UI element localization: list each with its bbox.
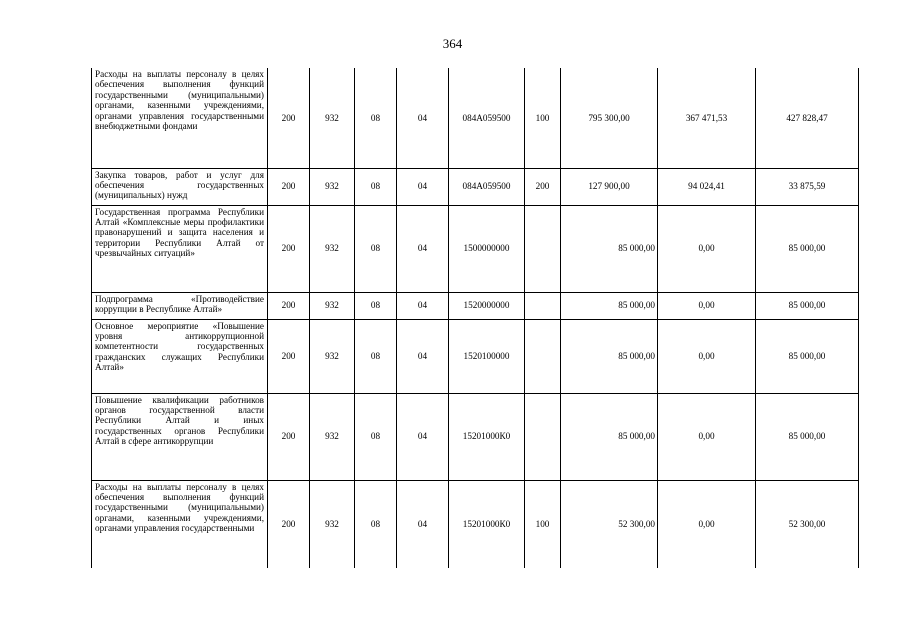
table-row — [92, 393, 859, 480]
cell-code-2: 932 — [310, 168, 355, 205]
cell-code-4: 04 — [397, 168, 449, 205]
cell-plan-amount: 85 000,00 — [561, 205, 658, 292]
row-description: Повышение квалификации работников органов государственной власти Республики Алтай и иных государственных органов Республики Алтай в сфере антикоррупции — [92, 393, 268, 480]
cell-expense-type — [525, 292, 561, 319]
cell-code-2: 932 — [310, 480, 355, 568]
cell-spent-amount: 94 024,41 — [658, 168, 756, 205]
cell-spent-amount: 0,00 — [658, 319, 756, 393]
cell-code-3: 08 — [355, 319, 397, 393]
cell-plan-amount: 795 300,00 — [561, 68, 658, 168]
cell-spent-amount: 0,00 — [658, 292, 756, 319]
cell-code-1: 200 — [268, 168, 310, 205]
cell-code-2: 932 — [310, 205, 355, 292]
cell-plan-amount: 127 900,00 — [561, 168, 658, 205]
cell-spent-amount: 367 471,53 — [658, 68, 756, 168]
cell-rest-amount: 85 000,00 — [756, 393, 859, 480]
cell-code-4: 04 — [397, 205, 449, 292]
cell-expense-type — [525, 205, 561, 292]
cell-spent-amount: 0,00 — [658, 480, 756, 568]
row-description: Подпрограмма «Противодействие коррупции в Республике Алтай» — [92, 292, 268, 319]
cell-rest-amount: 85 000,00 — [756, 205, 859, 292]
cell-code-1: 200 — [268, 68, 310, 168]
cell-code-1: 200 — [268, 205, 310, 292]
row-description: Расходы на выплаты персоналу в целях обеспечения выполнения функций государственными (муниципальными) органами, казенными учреждениями, органами управления государственными — [92, 480, 268, 568]
cell-plan-amount: 85 000,00 — [561, 319, 658, 393]
cell-target-article: 084А059500 — [449, 168, 525, 205]
cell-code-4: 04 — [397, 393, 449, 480]
cell-expense-type — [525, 393, 561, 480]
cell-target-article: 15201000К0 — [449, 393, 525, 480]
cell-spent-amount: 0,00 — [658, 393, 756, 480]
cell-code-3: 08 — [355, 205, 397, 292]
cell-code-3: 08 — [355, 393, 397, 480]
table-row — [92, 480, 859, 568]
cell-code-4: 04 — [397, 319, 449, 393]
cell-code-1: 200 — [268, 292, 310, 319]
cell-code-4: 04 — [397, 292, 449, 319]
cell-expense-type: 100 — [525, 68, 561, 168]
cell-code-2: 932 — [310, 292, 355, 319]
table-row — [92, 168, 859, 205]
cell-plan-amount: 85 000,00 — [561, 292, 658, 319]
row-description: Основное мероприятие «Повышение уровня антикоррупционной компетентности государственных гражданских служащих Республики Алтай» — [92, 319, 268, 393]
cell-target-article: 1520000000 — [449, 292, 525, 319]
cell-plan-amount: 85 000,00 — [561, 393, 658, 480]
row-description: Закупка товаров, работ и услуг для обеспечения государственных (муниципальных) нужд — [92, 168, 268, 205]
cell-code-2: 932 — [310, 393, 355, 480]
budget-table — [91, 68, 859, 568]
cell-rest-amount: 85 000,00 — [756, 292, 859, 319]
cell-code-1: 200 — [268, 480, 310, 568]
cell-code-3: 08 — [355, 68, 397, 168]
cell-target-article: 1500000000 — [449, 205, 525, 292]
cell-code-3: 08 — [355, 292, 397, 319]
cell-code-2: 932 — [310, 68, 355, 168]
cell-plan-amount: 52 300,00 — [561, 480, 658, 568]
cell-code-3: 08 — [355, 168, 397, 205]
cell-expense-type: 200 — [525, 168, 561, 205]
cell-code-4: 04 — [397, 68, 449, 168]
table-row — [92, 292, 859, 319]
cell-expense-type: 100 — [525, 480, 561, 568]
budget-table-body — [92, 68, 859, 568]
cell-expense-type — [525, 319, 561, 393]
cell-code-3: 08 — [355, 480, 397, 568]
cell-rest-amount: 85 000,00 — [756, 319, 859, 393]
cell-target-article: 15201000К0 — [449, 480, 525, 568]
cell-rest-amount: 33 875,59 — [756, 168, 859, 205]
cell-code-1: 200 — [268, 319, 310, 393]
cell-target-article: 1520100000 — [449, 319, 525, 393]
page-number: 364 — [442, 36, 463, 51]
cell-target-article: 084А059500 — [449, 68, 525, 168]
cell-code-1: 200 — [268, 393, 310, 480]
row-description: Государственная программа Республики Алтай «Комплексные меры профилактики правонарушений и защита населения и территории Республики Алтай от чрезвычайных ситуаций» — [92, 205, 268, 292]
cell-rest-amount: 427 828,47 — [756, 68, 859, 168]
table-row — [92, 205, 859, 292]
cell-spent-amount: 0,00 — [658, 205, 756, 292]
table-row — [92, 68, 859, 168]
cell-code-4: 04 — [397, 480, 449, 568]
cell-code-2: 932 — [310, 319, 355, 393]
table-row — [92, 319, 859, 393]
row-description: Расходы на выплаты персоналу в целях обеспечения выполнения функций государственными (муниципальными) органами, казенными учреждениями, органами управления государственными внебюджетными фондами — [92, 68, 268, 168]
cell-rest-amount: 52 300,00 — [756, 480, 859, 568]
